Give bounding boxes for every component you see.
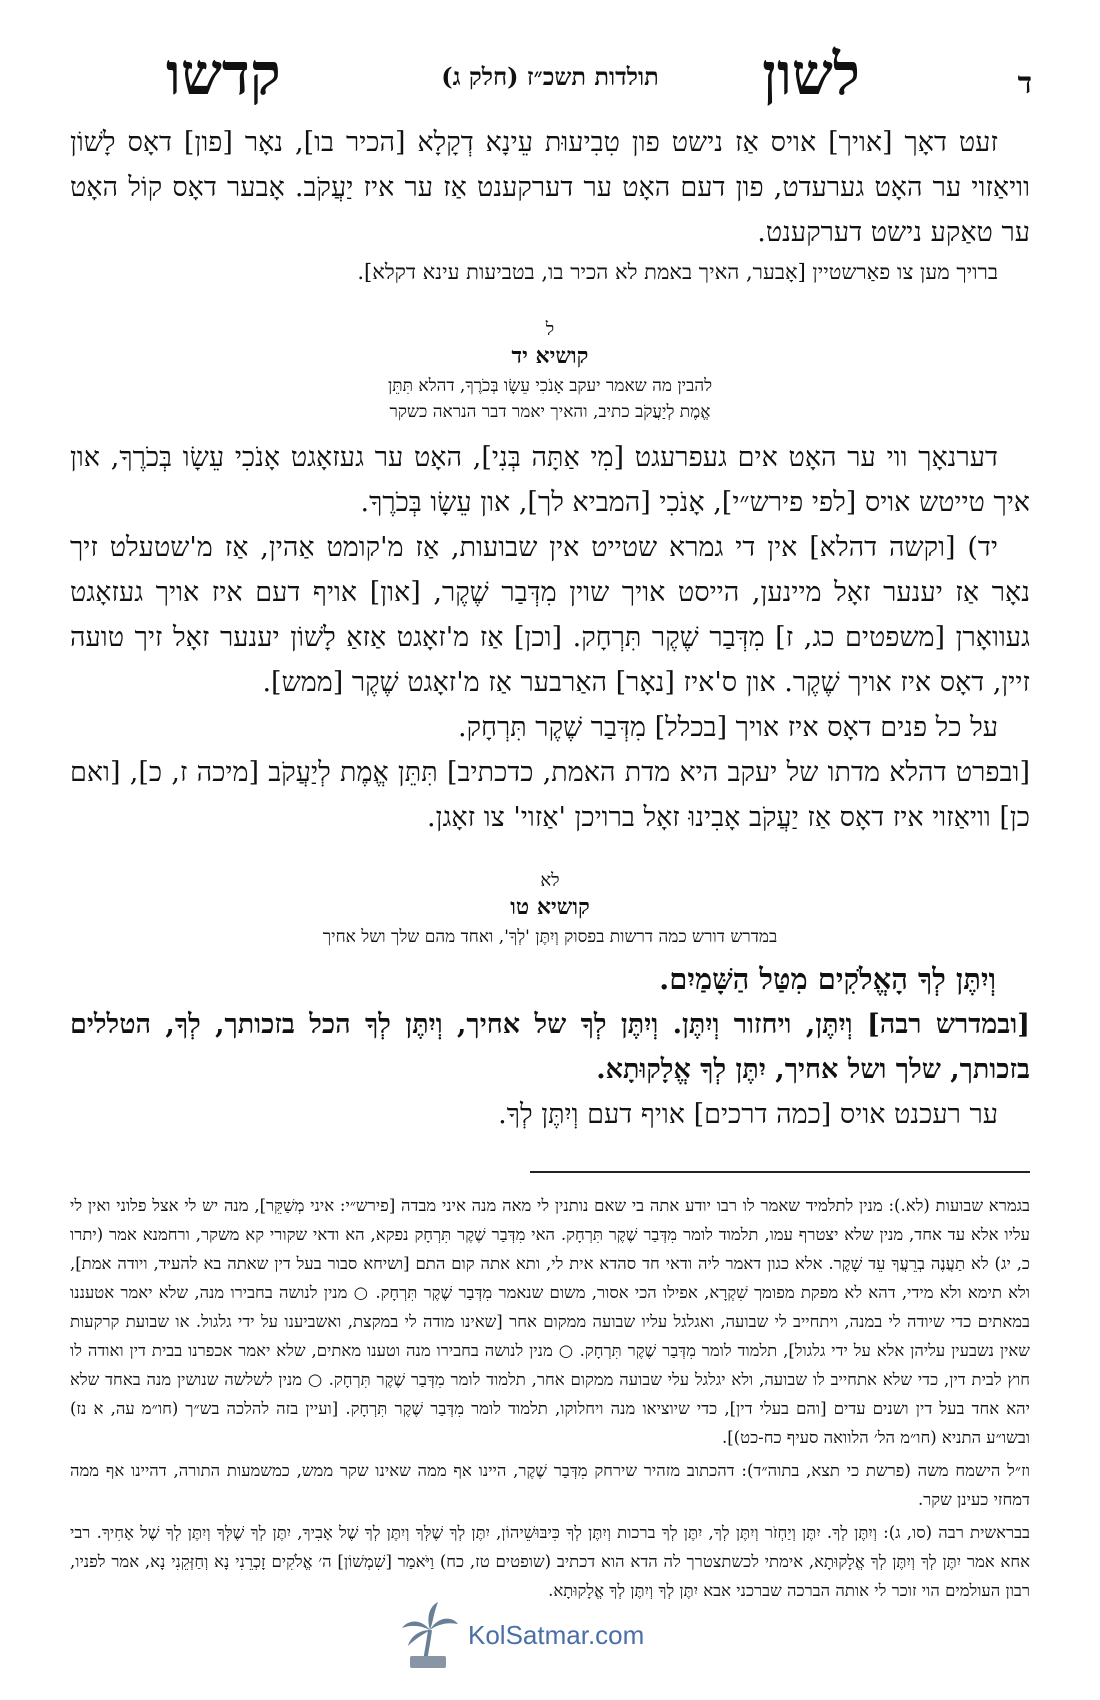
section-14-paragraph-1: דערנאָך ווי ער האָט אים געפרעגט [מִי אַתָּה בְּנִי], האָט ער געזאָגט אָנֹכִי עֵשָׂו בְּכֹרֶךָ, און איך טייטש אויס [לפי פירש״י], אָנֹכִי [המביא לך], און עֵשָׂו בְּכֹרֶךָ. bbox=[70, 442, 1030, 518]
section-14-summary-line2: אֱמֶת לְיַעֲקֹב כתיב, והאיך יאמר דבר הנראה כשקר bbox=[389, 402, 711, 422]
palm-tree-icon bbox=[400, 1600, 460, 1670]
site-logo-text: KolSatmar.com bbox=[468, 1620, 645, 1650]
page bbox=[70, 40, 1030, 1609]
footnote-2: וז״ל הישמח משה (פרשת כי תצא, בתוה״ד): דהכתוב מזהיר שירחק מִדְּבַר שֶׁקֶר, היינו אף ממה שאינו שקר ממש, כמשמעות התורה, דהיינו אף ממה דמחזי כעינן שקר. bbox=[70, 1461, 1030, 1509]
section-15-paragraph-2: ער רעכנט אויס [כמה דרכים] אויף דעם וְיִתֶּן לְךָ. bbox=[498, 1099, 998, 1130]
intro-paragraph: זעט דאָך [אויך] אויס אַז נישט פון טִבִיעוּת עֵינָא דְקָלָא [הכיר בו], נאָר [פון] דאָס לָשׁוֹן וויאַזוי ער האָט גערעדט, פון דעם האָט ער דערקענט אַז ער איז יַעֲקֹב. אָבער דאָס קוֹל האָט ער טאַקע נישט דערקענט. bbox=[70, 127, 1030, 248]
footnote-divider bbox=[530, 1171, 1030, 1173]
section-15-letter: לא bbox=[540, 870, 560, 891]
section-14-paragraph-2: יד) [וקשה דהלא] אין די גמרא שטייט אין שבועות, אַז מ'קומט אַהין, אַז מ'שטעלט זיך נאָר אַז יענער זאָל מיינען, הייסט אויך שוין מִדְּבַר שֶׁקֶר, [און] אויף דעם איז אויך געזאָגט געוואָרן [משפטים כג, ז] מִדְּבַר שֶׁקֶר תִּרְחָק. [וכן] אַז מ'זאָגט אַזאַ לָשׁוֹן יענער זאָל זיך טועה זיין, דאָס איז אויך שֶׁקֶר. און ס'איז [נאָר] האַרבער אַז מ'זאָגט שֶׁקֶר [ממש]. bbox=[70, 532, 1030, 698]
site-logo bbox=[400, 1600, 700, 1680]
section-15-paragraph-1: [ובמדרש רבה] וְיִתֶּן, ויחזור וְיִתֶּן. וְיִתֶּן לְךָ של אחיך, וְיִתֶּן לְךָ הכל בזכותך, לְךָ, הטללים בזכותך, שלך ושל אחיך, יִתֶּן לְךָ אֱלָקוּתָא. bbox=[70, 1009, 1030, 1085]
section-15-title: קושיא טו bbox=[510, 894, 590, 920]
page-number: ד bbox=[1017, 66, 1032, 101]
section-14-title: קושיא יד bbox=[511, 343, 589, 369]
section-14-paragraph-3: על כל פנים דאָס איז אויך [בכלל] מִדְּבַר שֶׁקֶר תִּרְחָק. bbox=[457, 712, 998, 743]
page-header bbox=[70, 40, 1030, 120]
footnote-1: בגמרא שבועות (לא.): מנין לתלמיד שאמר לו רבו יודע אתה בי שאם נותנין לי מאה מנה איני מבדה [פירש״י: איני מְשַׁקֵּר], מנה יש לי אצל פלוני ואין לי עליו אלא עד אחד, מנין שלא יצטרף עמו, תלמוד לומר מִדְּבַר שֶׁקֶר תִּרְחָק. האי מִדְּבַר שֶׁקֶר תִּרְחָק נפקא, הא ודאי שקורי קא משקר, ורחמנא אמר (יתרו כ, יג) לא תַעֲנֶה בְרֵעֲךָ עֵד שָׁקֶר. אלא כגון דאמר ליה ודאי חד סהדא אית לי, ותא אתה קום התם [ושיחא סבור בעל דין שאתה בא להעיד, ויודה אמת], ולא תימא ולא מידי, דהא לא מפקת מפומך שִׁקְרָא, אפילו הכי אסור, משום שנאמר מִדְּבַר שֶׁקֶר תִּרְחָק. ○ מנין לנושה בחבירו מנה, שלא יאמר אטעננו במאתים כדי שיודה לי במנה, ויתחייב לי שבועה, ואגלגל עליו שבועה ממקום אחר [שאינו מודה לי במקצת, ואשביענו על ידי גלגול. או שבועת קרקעות שאין נשבעין עליהן אלא על ידי גלגול], תלמוד לומר מִדְּבַר שֶׁקֶר תִּרְחָק. ○ מנין לנושה בחבירו מנה וטענו מאתים, שלא יאמר אכפרנו בבית דין ואודה לו חוץ לבית דין, כדי שלא אתחייב לו שבועה, ולא יגלגל עלי שבועה ממקום אחר, תלמוד לומר מִדְּבַר שֶׁקֶר תִּרְחָק. ○ מנין לשלשה שנושין מנה באחד שלא יהא אחד בעל דין ושנים עדים [והם בעלי דין], כדי שיוציאו מנה ויחלוקו, תלמוד לומר מִדְּבַר שֶׁקֶר תִּרְחָק. [ועיין בזה להלכה בש״ך (חו״מ עה, א נז) ובשו״ע התניא (חו״מ הל׳ הלוואה סעיף כח-כט)]. bbox=[70, 1196, 1030, 1447]
running-subtitle: תולדות תשכ״ז (חלק ג) bbox=[441, 62, 659, 91]
running-title-right: לשון bbox=[762, 40, 860, 108]
section-15-summary: במדרש דורש כמה דרשות בפסוק וְיִתֶּן 'לְךָ', ואחד מהם שלך ושל אחיך bbox=[322, 927, 778, 947]
section-14-letter: ל bbox=[545, 319, 555, 340]
footnote-3: בבראשית רבה (סו, ג): וְיִתֶּן לְךָ. יִתֶּן וְיַחְזֹר וְיִתֶּן לְךָ, יִתֶּן לְךָ ברכות וְיִתֶּן לְךָ כִּיבּוּשֵׁיהוֹן, יִתֶּן לְךָ שֶׁלְּךָ וְיִתֶּן לְךָ שֶׁל אָבִיךָ, יִתֶּן לְךָ שֶׁלְּךָ וְיִתֶּן לְךָ שֶׁל אָחִיךָ. רבי אחא אמר יִתֶּן לְךָ וְיִתֶּן לְךָ אֱלָקוּתָא, אימתי לכשתצטרך לה הדא הוא דכתיב (שופטים טז, כח) וַיֹּאמַר [שִׁמְשׁוֹן] ה׳ אֱלֹקִים זָכְרֵנִי נָא וְחַזְּקֵנִי נָא, אמר לפניו, רבון העולמים הוי זוכר לי אותה הברכה שברכני אבא יִתֶּן לְךָ וְיִתֶּן לְךָ אֱלָקוּתָא. bbox=[70, 1523, 1030, 1600]
intro-question: ברויך מען צו פאַרשטיין [אָבער, האיך באמת לא הכיר בו, בטביעות עינא דקלא]. bbox=[357, 260, 998, 284]
verse-quote: וְיִתֶּן לְךָ הָאֱלֹקִים מִטַּל הַשָּׁמַיִם. bbox=[659, 962, 996, 996]
section-14-paragraph-4: [ובפרט דהלא מדתו של יעקב היא מדת האמת, כדכתיב] תִּתֵּן אֱמֶת לְיַעֲקֹב [מיכה ז, כ], [ואם כן] וויאַזוי איז דאָס אַז יַעֲקֹב אָבִינוּ זאָל ברויכן 'אַזוי' צו זאָגן. bbox=[70, 757, 1030, 833]
section-14-summary-line1: להבין מה שאמר יעקב אָנֹכִי עֵשָׂו בְּכֹרֶךָ, דהלא תִּתֵּן bbox=[387, 376, 713, 396]
running-title-left: קדשו bbox=[166, 40, 281, 108]
